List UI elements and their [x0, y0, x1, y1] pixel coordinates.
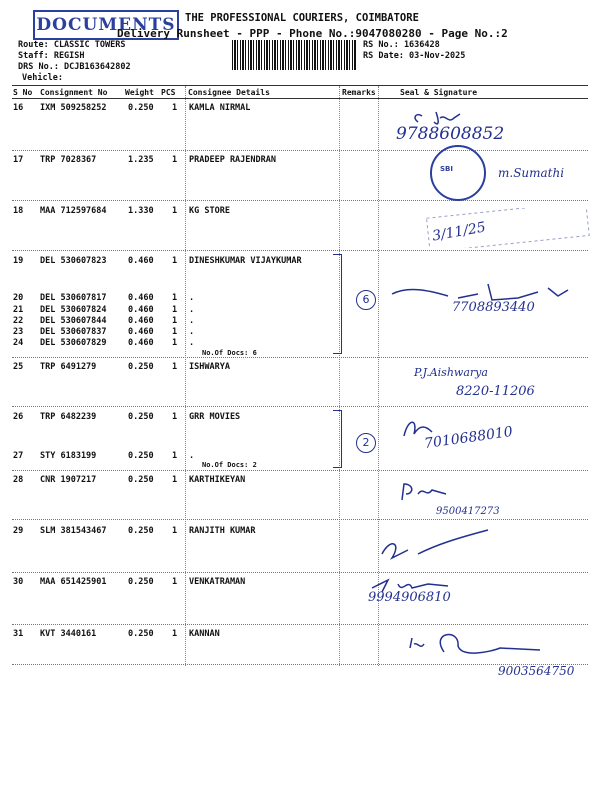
row-consignee: . [189, 316, 195, 326]
group-count-circle: 2 [356, 433, 376, 453]
row-divider [12, 357, 588, 358]
route-label: Route: CLASSIC TOWERS [18, 40, 126, 50]
row-divider [12, 519, 588, 520]
col-consignee: Consignee Details [188, 88, 270, 97]
phone-30: 9994906810 [368, 590, 451, 605]
phone-26: 7010688010 [423, 423, 514, 453]
row-consignment: MAA 712597684 [40, 206, 107, 216]
row-consignee: VENKATRAMAN [189, 577, 246, 587]
signature-28 [396, 480, 456, 506]
row-consignment: DEL 530607829 [40, 338, 107, 348]
row-consignee: . [189, 451, 195, 461]
row-pcs: 1 [172, 338, 178, 348]
row-consignee: ISHWARYA [189, 362, 230, 372]
faded-stamp-18 [426, 208, 596, 248]
row-pcs: 1 [172, 293, 178, 303]
row-pcs: 1 [172, 577, 178, 587]
row-weight: 1.235 [128, 155, 154, 165]
row-sno: 16 [13, 103, 24, 113]
row-divider [12, 406, 588, 407]
phone-16: 9788608852 [396, 124, 505, 144]
col-pcs: PCS [161, 88, 176, 97]
staff-label: Staff: REGISH [18, 51, 85, 61]
row-sno: 30 [13, 577, 24, 587]
bank-seal [430, 145, 486, 201]
row-divider [12, 250, 588, 251]
row-weight: 0.460 [128, 305, 154, 315]
row-consignment: DEL 530607837 [40, 327, 107, 337]
row-consignment: IXM 509258252 [40, 103, 107, 113]
header-top-rule [12, 85, 588, 86]
row-weight: 0.250 [128, 362, 154, 372]
signature-25: P.J.Aishwarya [414, 366, 488, 379]
row-pcs: 1 [172, 103, 178, 113]
row-consignment: STY 6183199 [40, 451, 97, 461]
row-sno: 20 [13, 293, 24, 303]
row-pcs: 1 [172, 155, 178, 165]
row-sno: 18 [13, 206, 24, 216]
row-sno: 28 [13, 475, 24, 485]
row-sno: 21 [13, 305, 24, 315]
col-consignment: Consignment No [40, 88, 108, 97]
col-divider [339, 86, 340, 666]
signature-31 [400, 622, 590, 662]
row-divider [12, 150, 588, 151]
phone-19: 7708893440 [452, 300, 535, 315]
row-consignment: DEL 530607817 [40, 293, 107, 303]
docs-count: No.Of Docs: 6 [202, 349, 257, 357]
row-consignment: TRP 6482239 [40, 412, 97, 422]
row-sno: 29 [13, 526, 24, 536]
row-weight: 0.250 [128, 577, 154, 587]
phone-28: 9500417273 [436, 506, 500, 517]
documents-stamp: DOCUMENTS [33, 10, 179, 40]
phone-31: 9003564750 [498, 664, 575, 678]
rs-number: RS No.: 1636428 [363, 40, 440, 50]
row-weight: 0.250 [128, 629, 154, 639]
seal-text: SBI [440, 165, 453, 173]
row-consignee: . [189, 305, 195, 315]
row-consignment: MAA 651425901 [40, 577, 107, 587]
drs-number: DRS No.: DCJB163642802 [18, 62, 131, 72]
row-pcs: 1 [172, 475, 178, 485]
vehicle-label: Vehicle: [22, 73, 63, 83]
col-divider [185, 86, 186, 666]
row-weight: 0.460 [128, 316, 154, 326]
row-divider [12, 572, 588, 573]
row-sno: 19 [13, 256, 24, 266]
row-consignee: PRADEEP RAJENDRAN [189, 155, 276, 165]
row-sno: 23 [13, 327, 24, 337]
row-consignee: . [189, 293, 195, 303]
row-pcs: 1 [172, 256, 178, 266]
row-consignment: KVT 3440161 [40, 629, 97, 639]
row-weight: 0.460 [128, 327, 154, 337]
row-pcs: 1 [172, 305, 178, 315]
company-title: THE PROFESSIONAL COURIERS, COIMBATORE [185, 12, 419, 24]
phone-25: 8220-11206 [456, 384, 535, 399]
row-weight: 0.250 [128, 412, 154, 422]
row-consignee: KARTHIKEYAN [189, 475, 246, 485]
header-bottom-rule [12, 98, 588, 99]
row-pcs: 1 [172, 206, 178, 216]
row-pcs: 1 [172, 362, 178, 372]
row-weight: 0.250 [128, 475, 154, 485]
group-bracket [333, 410, 342, 468]
col-sno: S No [13, 88, 33, 97]
row-weight: 0.250 [128, 103, 154, 113]
row-weight: 0.460 [128, 338, 154, 348]
col-seal: Seal & Signature [400, 88, 478, 97]
row-sno: 17 [13, 155, 24, 165]
row-consignment: TRP 6491279 [40, 362, 97, 372]
row-pcs: 1 [172, 451, 178, 461]
row-consignment: CNR 1907217 [40, 475, 97, 485]
row-divider [12, 470, 588, 471]
signature-17: m.Sumathi [498, 166, 565, 180]
row-consignment: DEL 530607824 [40, 305, 107, 315]
row-consignee: . [189, 327, 195, 337]
row-consignee: KANNAN [189, 629, 220, 639]
row-sno: 25 [13, 362, 24, 372]
row-pcs: 1 [172, 316, 178, 326]
col-remarks: Remarks [342, 88, 376, 97]
row-sno: 26 [13, 412, 24, 422]
row-weight: 0.460 [128, 293, 154, 303]
row-pcs: 1 [172, 629, 178, 639]
row-pcs: 1 [172, 327, 178, 337]
col-weight: Weight [125, 88, 154, 97]
runsheet-subtitle: Delivery Runsheet - PPP - Phone No.:9047080280 - Page No.:2 [117, 27, 508, 40]
row-weight: 1.330 [128, 206, 154, 216]
row-weight: 0.250 [128, 526, 154, 536]
row-sno: 22 [13, 316, 24, 326]
row-consignee: KAMLA NIRMAL [189, 103, 251, 113]
row-consignee: RANJITH KUMAR [189, 526, 256, 536]
rs-date: RS Date: 03-Nov-2025 [363, 51, 466, 61]
row-consignee: . [189, 338, 195, 348]
row-divider [12, 200, 588, 201]
row-weight: 0.460 [128, 256, 154, 266]
group-count-circle: 6 [356, 290, 376, 310]
row-pcs: 1 [172, 526, 178, 536]
row-consignment: DEL 530607844 [40, 316, 107, 326]
row-consignment: SLM 381543467 [40, 526, 107, 536]
row-consignee: DINESHKUMAR VIJAYKUMAR [189, 256, 302, 266]
row-weight: 0.250 [128, 451, 154, 461]
row-consignee: KG STORE [189, 206, 230, 216]
row-consignment: DEL 530607823 [40, 256, 107, 266]
barcode [232, 40, 356, 70]
signature-29 [378, 524, 498, 570]
group-bracket [333, 254, 342, 354]
row-sno: 27 [13, 451, 24, 461]
row-sno: 24 [13, 338, 24, 348]
stamp-date-18: 3/11/25 [431, 219, 487, 245]
docs-count: No.Of Docs: 2 [202, 461, 257, 469]
row-consignee: GRR MOVIES [189, 412, 241, 422]
row-pcs: 1 [172, 412, 178, 422]
row-sno: 31 [13, 629, 24, 639]
row-consignment: TRP 7028367 [40, 155, 97, 165]
